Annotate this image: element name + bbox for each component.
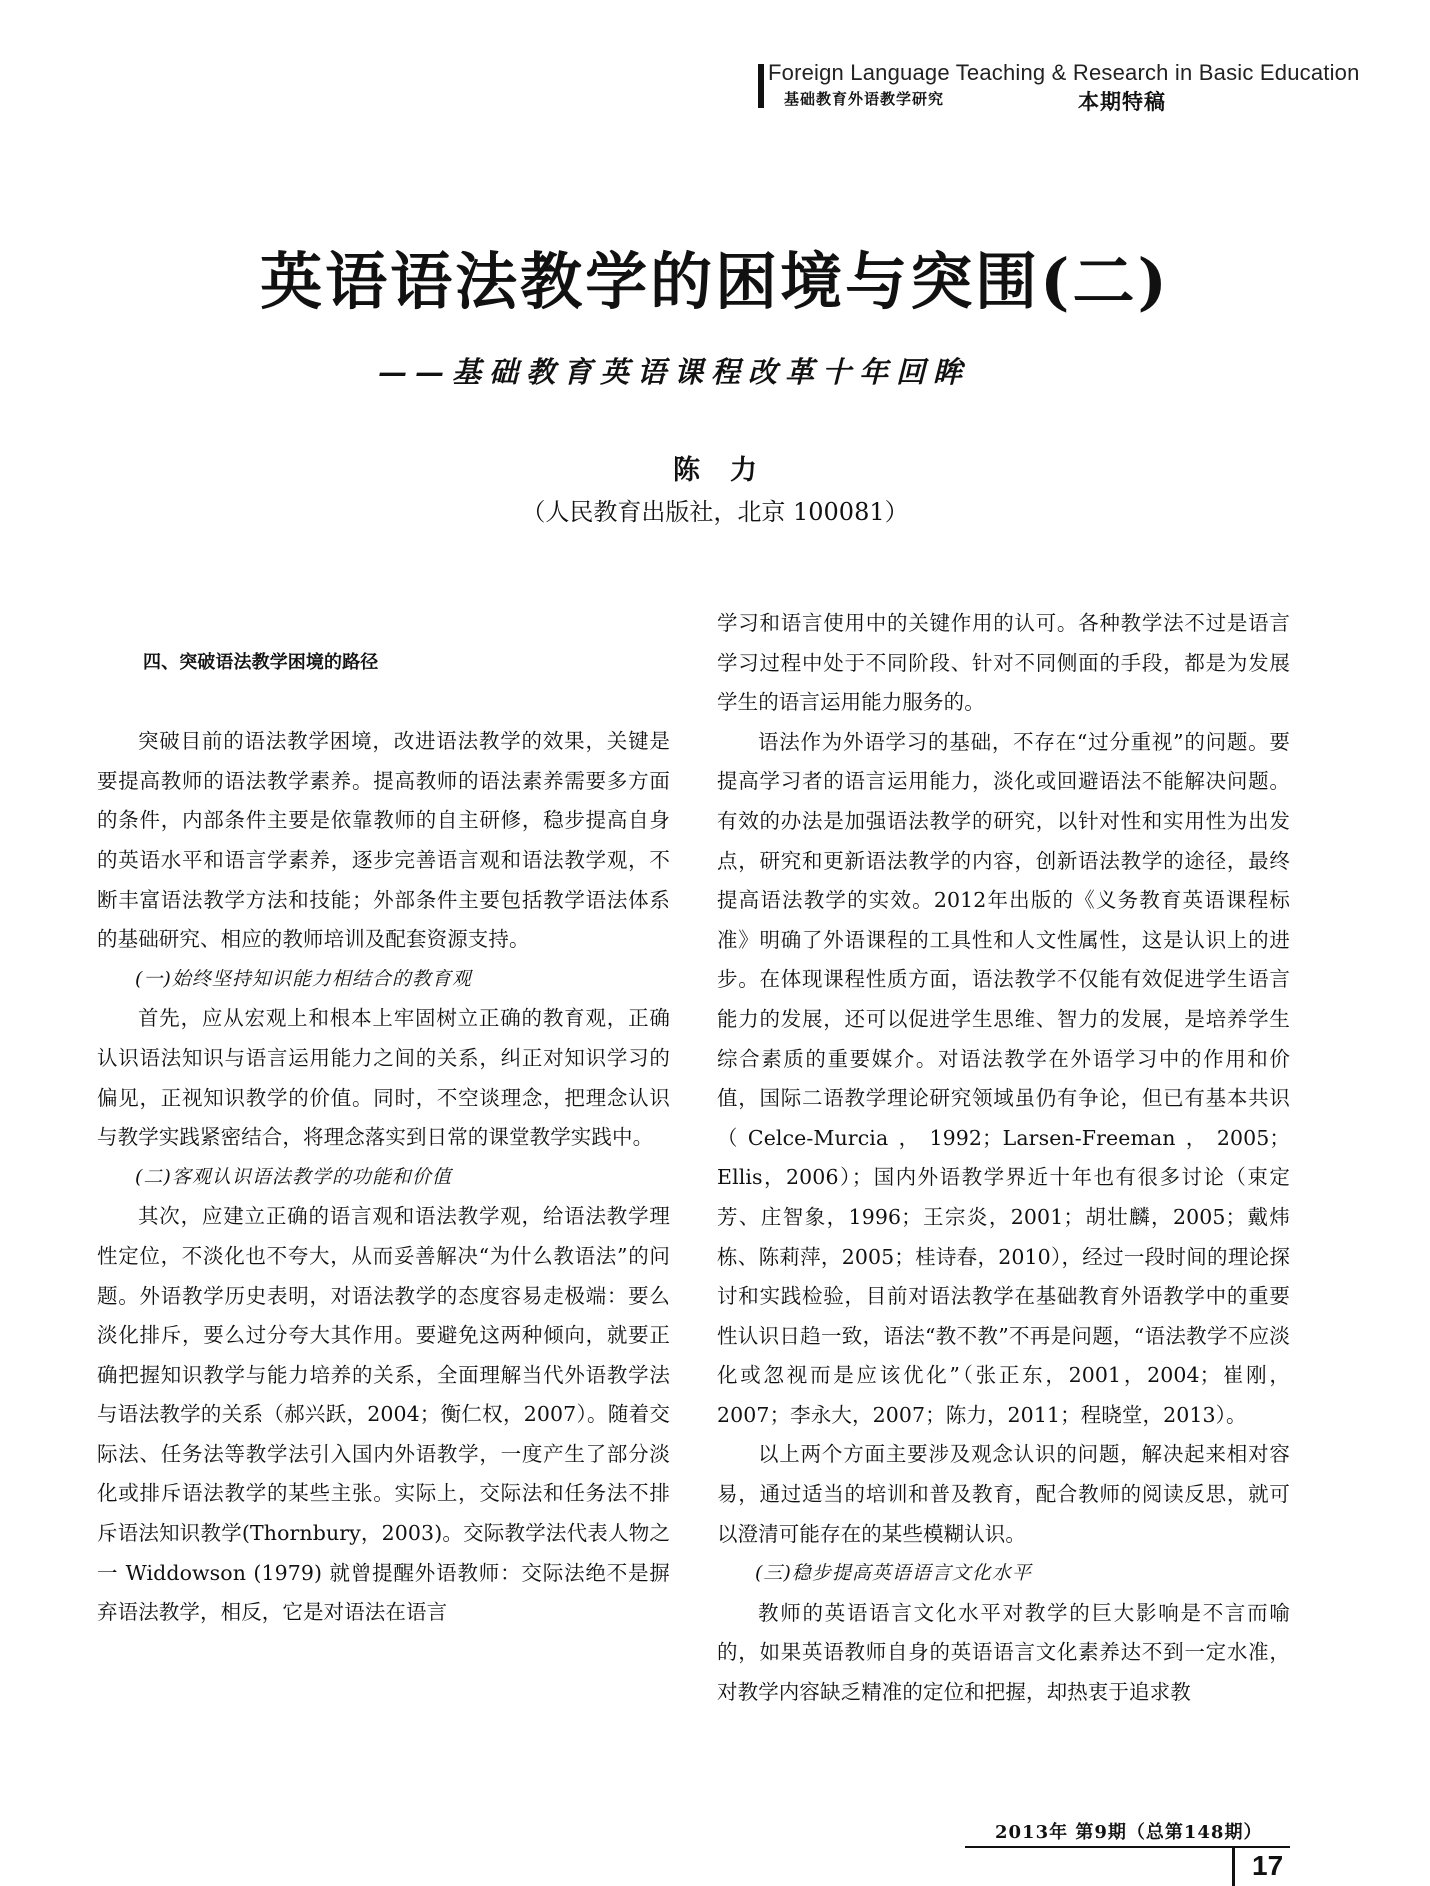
journal-title-chinese: 基础教育外语教学研究	[784, 90, 945, 108]
subsection-heading: (二)客观认识语法教学的功能和价值	[135, 1165, 452, 1188]
right-column	[717, 604, 1290, 1713]
header-bar	[758, 64, 764, 108]
subsection-heading: (一)始终坚持知识能力相结合的教育观	[135, 967, 472, 990]
body-paragraph: 首先，应从宏观上和根本上牢固树立正确的教育观，正确认识语法知识与语言运用能力之间的关系，纠正对知识学习的偏见，正视知识教学的价值。同时，不空谈理念，把理念认识与教学实践紧密结合，将理念落实到日常的课堂教学实践中。	[97, 1006, 670, 1150]
issue-info: 2013年 第9期（总第148期）	[995, 1822, 1263, 1843]
body-paragraph: 突破目前的语法教学困境，改进语法教学的效果，关键是要提高教师的语法教学素养。提高教师的语法素养需要多方面的条件，内部条件主要是依靠教师的自主研修，稳步提高自身的英语水平和语言学素养，逐步完善语言观和语法教学观，不断丰富语法教学方法和技能；外部条件主要包括教学语法体系的基础研究、相应的教师培训及配套资源支持。	[97, 729, 670, 952]
page-number: 17	[1252, 1850, 1284, 1881]
body-paragraph: 其次，应建立正确的语言观和语法教学观，给语法教学理性定位，不淡化也不夸大，从而妥善解决“为什么教语法”的问题。外语教学历史表明，对语法教学的态度容易走极端：要么淡化排斥，要么过分夸大其作用。要避免这两种倾向，就要正确把握知识教学与能力培养的关系，全面理解当代外语教学法与语法教学的关系（郝兴跃，2004；衡仁权，2007）。随着交际法、任务法等教学法引入国内外语教学，一度产生了部分淡化或排斥语法教学的某些主张。实际上，交际法和任务法不排斥语法知识教学(Thornbury，2003)。交际教学法代表人物之一 Widdowson (1979) 就曾提醒外语教师：交际法绝不是摒弃语法教学，相反，它是对语法在语言	[97, 1204, 670, 1625]
footer-rule	[965, 1846, 1290, 1848]
article-title: 英语语法教学的困境与突围(二)	[260, 245, 1170, 318]
footer-divider	[1232, 1846, 1235, 1886]
author-affiliation: （人民教育出版社，北京 100081）	[521, 498, 909, 526]
left-column	[97, 643, 670, 1633]
body-paragraph: 以上两个方面主要涉及观念认识的问题，解决起来相对容易，通过适当的培训和普及教育，配合教师的阅读反思，就可以澄清可能存在的某些模糊认识。	[717, 1442, 1290, 1546]
article-subtitle: ——基础教育英语课程改革十年回眸	[378, 355, 971, 389]
journal-title-english: Foreign Language Teaching & Research in Basic Education	[768, 60, 1360, 85]
body-paragraph: 学习和语言使用中的关键作用的认可。各种教学法不过是语言学习过程中处于不同阶段、针对不同侧面的手段，都是为发展学生的语言运用能力服务的。	[717, 611, 1290, 715]
column-tag: 本期特稿	[1078, 90, 1166, 114]
body-paragraph: 语法作为外语学习的基础，不存在“过分重视”的问题。要提高学习者的语言运用能力，淡化或回避语法不能解决问题。有效的办法是加强语法教学的研究，以针对性和实用性为出发点，研究和更新语法教学的内容，创新语法教学的途径，最终提高语法教学的实效。2012年出版的《义务教育英语课程标准》明确了外语课程的工具性和人文性属性，这是认识上的进步。在体现课程性质方面，语法教学不仅能有效促进学生语言能力的发展，还可以促进学生思维、智力的发展，是培养学生综合素质的重要媒介。对语法教学在外语学习中的作用和价值，国际二语教学理论研究领域虽仍有争论，但已有基本共识（Celce-Murcia，1992；Larsen-Freeman，2005；Ellis，2006）；国内外语教学界近十年也有很多讨论（束定芳、庄智象，1996；王宗炎，2001；胡壮麟，2005；戴炜栋、陈莉萍，2005；桂诗春，2010），经过一段时间的理论探讨和实践检验，目前对语法教学在基础教育外语教学中的重要性认识日趋一致，语法“教不教”不再是问题，“语法教学不应淡化或忽视而是应该优化”（张正东，2001，2004；崔刚，2007；李永大，2007；陈力，2011；程晓堂，2013）。	[717, 729, 1290, 1427]
article-author: 陈力	[673, 455, 787, 486]
section-heading: 四、突破语法教学困境的路径	[143, 652, 379, 673]
body-paragraph: 教师的英语语言文化水平对教学的巨大影响是不言而喻的，如果英语教师自身的英语语言文化素养达不到一定水准，对教学内容缺乏精准的定位和把握，却热衷于追求教	[717, 1600, 1290, 1705]
subsection-heading: (三)稳步提高英语语言文化水平	[755, 1562, 1032, 1585]
